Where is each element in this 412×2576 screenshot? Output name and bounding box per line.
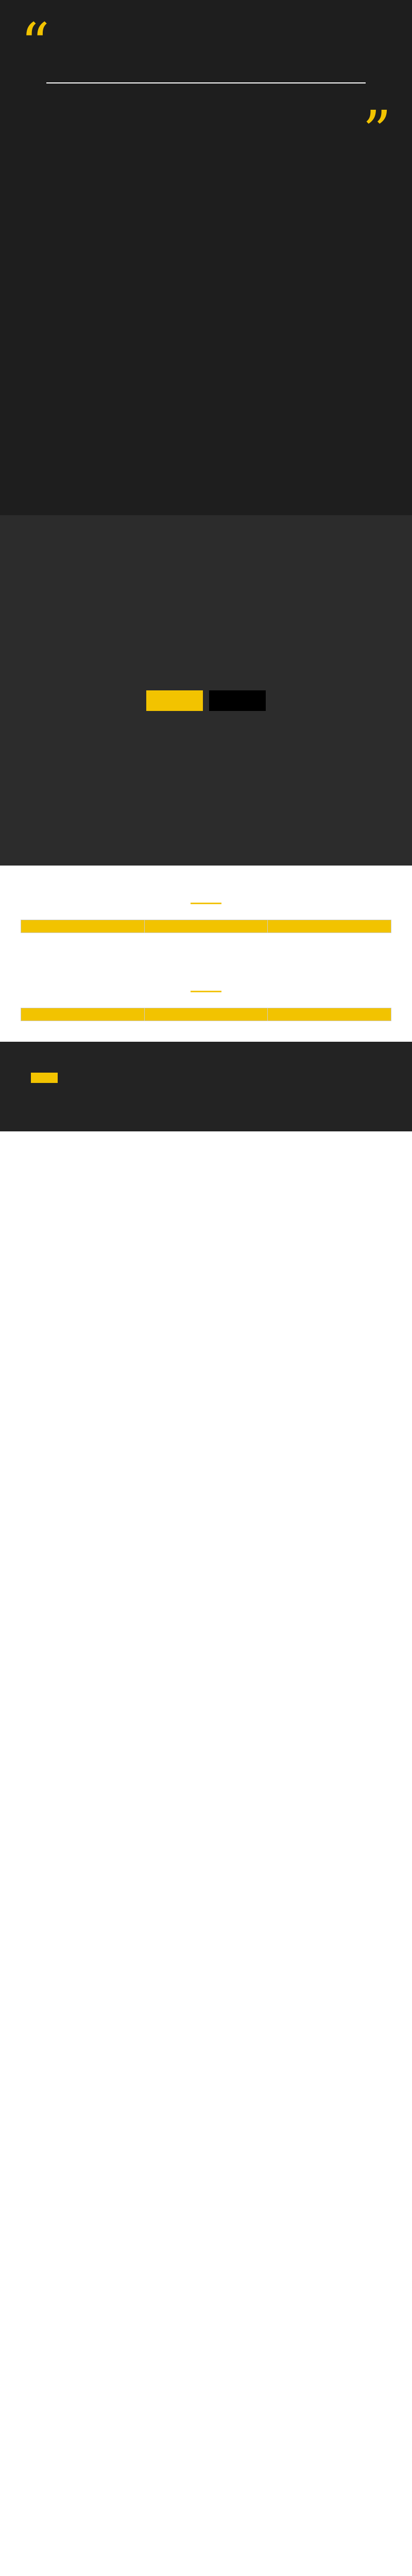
table-header [21, 920, 145, 933]
logo-group [146, 690, 266, 711]
welfare-label [31, 1073, 58, 1083]
welfare-section [0, 1042, 412, 1131]
experienced-section [0, 954, 412, 1042]
section-underline [191, 903, 221, 904]
open-quote-icon: “ [21, 11, 50, 77]
hero-title [0, 0, 412, 46]
table-header [21, 1008, 145, 1021]
table-header [144, 1008, 268, 1021]
table-header [268, 1008, 391, 1021]
table-header [144, 920, 268, 933]
hero-body [46, 82, 366, 83]
table-header [268, 920, 391, 933]
section-underline [191, 991, 221, 992]
partner-logo [209, 690, 266, 711]
newcomer-section [0, 866, 412, 954]
newcomer-table [21, 920, 391, 933]
close-quote-icon: ” [362, 98, 391, 164]
info-section [0, 1131, 412, 1214]
hero-divider [46, 82, 366, 83]
experienced-table [21, 1008, 391, 1021]
hero [0, 0, 412, 866]
company-logo [146, 690, 203, 711]
